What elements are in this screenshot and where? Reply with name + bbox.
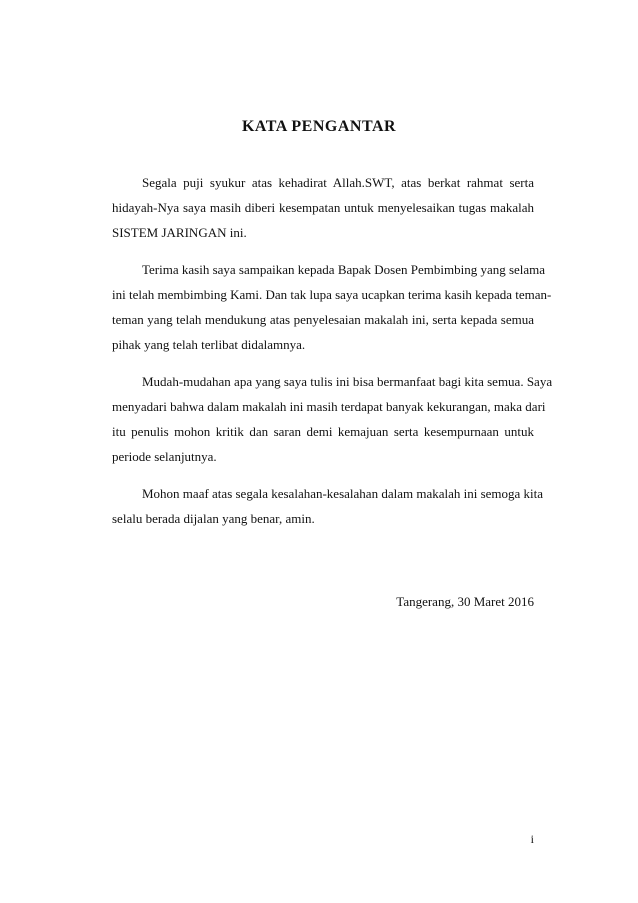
paragraph-1 (112, 170, 534, 245)
place-date: Tangerang, 30 Maret 2016 (396, 594, 534, 609)
page-number: i (530, 832, 534, 846)
paragraph-line: itu penulis mohon kritik dan saran demi kemajuan serta kesempurnaan untuk (112, 424, 534, 439)
paragraph-line: Mohon maaf atas segala kesalahan-kesalahan dalam makalah ini semoga kita (142, 486, 544, 501)
paragraph-line: SISTEM JARINGAN ini. (112, 225, 247, 240)
page-title: KATA PENGANTAR (241, 118, 397, 135)
paragraph-line: ini telah membimbing Kami. Dan tak lupa saya ucapkan terima kasih kepada teman- (112, 287, 552, 302)
paragraph-line: hidayah-Nya saya masih diberi kesempatan untuk menyelesaikan tugas makalah (112, 200, 534, 215)
paragraph-line: teman yang telah mendukung atas penyelesaian makalah ini, serta kepada semua (112, 312, 534, 327)
paragraph-line: Terima kasih saya sampaikan kepada Bapak Dosen Pembimbing yang selama (142, 262, 546, 277)
paragraph-line: pihak yang telah terlibat didalamnya. (112, 337, 306, 352)
paragraph-2 (112, 257, 552, 357)
paragraph-line: periode selanjutnya. (112, 449, 217, 464)
paragraph-4 (112, 481, 544, 531)
paragraph-3 (112, 369, 553, 469)
paragraph-line: Mudah-mudahan apa yang saya tulis ini bisa bermanfaat bagi kita semua. Saya (142, 374, 553, 389)
paragraph-line: menyadari bahwa dalam makalah ini masih terdapat banyak kekurangan, maka dari (112, 399, 546, 414)
paragraph-line: selalu berada dijalan yang benar, amin. (112, 511, 315, 526)
paragraph-line: Segala puji syukur atas kehadirat Allah.SWT, atas berkat rahmat serta (142, 175, 534, 190)
